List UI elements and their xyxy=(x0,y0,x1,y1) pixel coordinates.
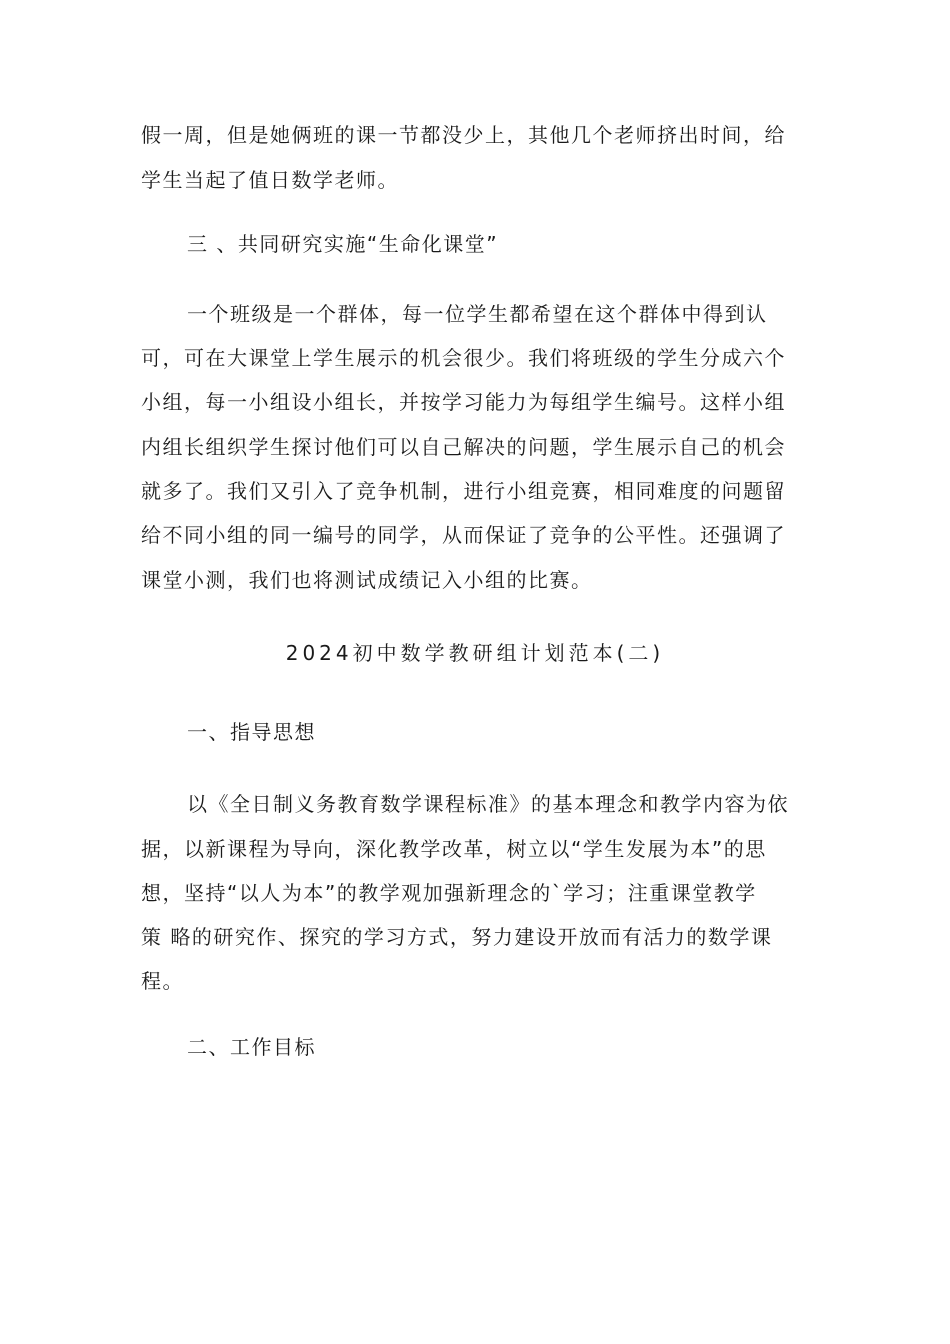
paragraph-line: 内组长组织学生探讨他们可以自己解决的问题，学生展示自己的机会 xyxy=(141,435,786,459)
paragraph-line: 小组，每一小组设小组长，并按学习能力为每组学生编号。这样小组 xyxy=(141,390,786,414)
paragraph-line: 以《全日制义务教育数学课程标准》的基本理念和教学内容为依 xyxy=(187,792,789,816)
paragraph-line: 可，可在大课堂上学生展示的机会很少。我们将班级的学生分成六个 xyxy=(141,346,786,370)
paragraph-line: 程。 xyxy=(141,969,184,993)
paragraph-line: 学生当起了值日数学老师。 xyxy=(141,168,399,192)
section-heading: 三 、共同研究实施“生命化课堂” xyxy=(187,232,499,256)
paragraph-line: 假一周，但是她俩班的课一节都没少上，其他几个老师挤出时间，给 xyxy=(141,123,786,147)
paragraph-line: 策 略的研究作、探究的学习方式，努力建设开放而有活力的数学课 xyxy=(141,925,773,949)
paragraph-line: 给不同小组的同一编号的同学，从而保证了竞争的公平性。还强调了 xyxy=(141,523,786,547)
paragraph-line: 课堂小测，我们也将测试成绩记入小组的比赛。 xyxy=(141,568,593,592)
paragraph-line: 一个班级是一个群体，每一位学生都希望在这个群体中得到认 xyxy=(187,302,768,326)
section-heading: 一、指导思想 xyxy=(187,720,316,744)
paragraph-line: 想，坚持“以人为本”的教学观加强新理念的`学习；注重课堂教学 xyxy=(141,881,757,905)
document-title: 2024初中数学教研组计划范本(二) xyxy=(285,641,665,665)
paragraph-line: 就多了。我们又引入了竞争机制，进行小组竞赛，相同难度的问题留 xyxy=(141,479,786,503)
section-heading: 二、工作目标 xyxy=(187,1035,316,1059)
paragraph-line: 据，以新课程为导向，深化教学改革，树立以“学生发展为本”的思 xyxy=(141,837,767,861)
